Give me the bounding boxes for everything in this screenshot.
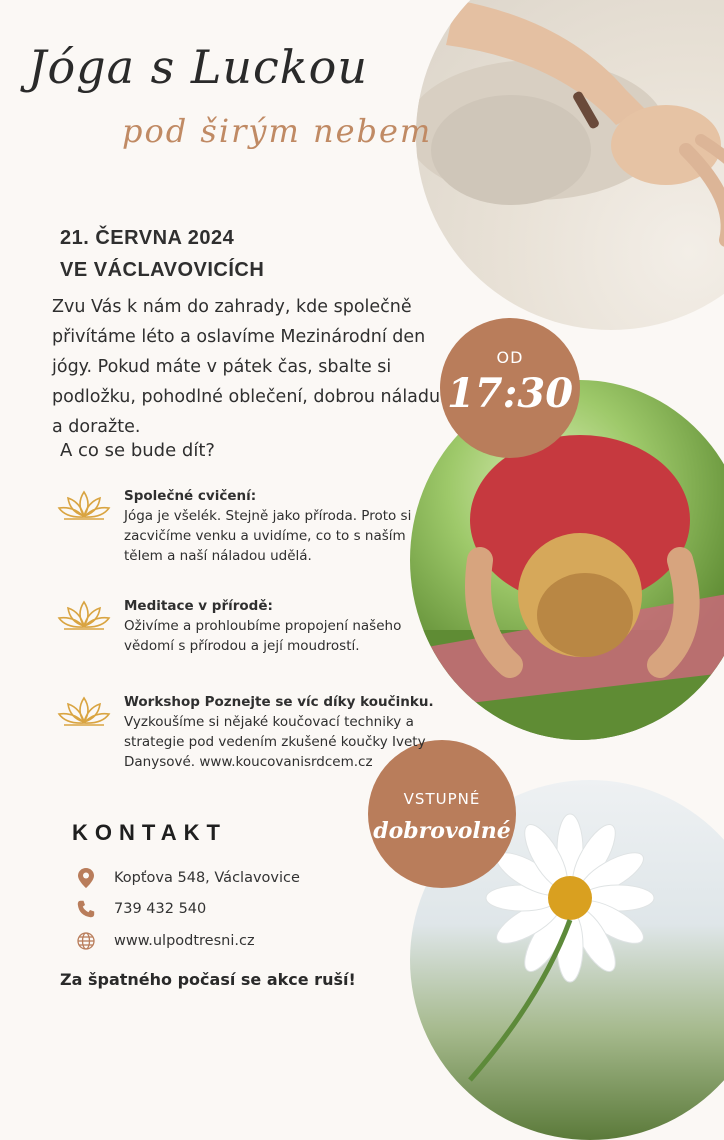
event-date-line: 21. ČERVNA 2024 bbox=[60, 227, 235, 249]
program-item-heading: Meditace v přírodě: bbox=[124, 598, 273, 614]
event-intro: Zvu Vás k nám do zahrady, kde společně přivítáme léto a oslavíme Mezinárodní den jógy. Pokud máte v pátek čas, sbalte si podložku, pohodlné oblečení, dobrou náladu a doražte. bbox=[52, 297, 441, 437]
program-item-text: Oživíme a prohloubíme propojení našeho vědomí s přírodou a její moudrostí. bbox=[124, 618, 402, 654]
program-item-heading: Workshop Poznejte se víc díky koučinku. bbox=[124, 694, 434, 710]
weather-notice: Za špatného počasí se akce ruší! bbox=[60, 970, 356, 989]
fee-label: VSTUPNÉ bbox=[403, 790, 481, 808]
page-title: Jóga s Luckou bbox=[28, 40, 368, 94]
contact-web[interactable]: www.ulpodtresni.cz bbox=[114, 933, 255, 949]
contact-address: Kopťova 548, Václavovice bbox=[114, 870, 300, 886]
event-place-line: VE VÁCLAVOVICÍCH bbox=[60, 259, 265, 281]
program-item-heading: Společné cvičení: bbox=[124, 488, 257, 504]
contact-web-row bbox=[76, 929, 255, 953]
program-item-text: Jóga je všelék. Stejně jako příroda. Proto si zacvičíme venku a uvidíme, co to s naším tělem a naší náladou udělá. bbox=[124, 508, 412, 564]
contact-phone-row bbox=[76, 897, 206, 921]
start-time: 17:30 bbox=[446, 370, 574, 417]
time-prefix: OD bbox=[496, 348, 524, 367]
program-question: A co se bude dít? bbox=[60, 440, 215, 461]
map-pin-icon bbox=[76, 868, 96, 888]
lotus-icon bbox=[56, 596, 112, 632]
contact-address-row bbox=[76, 866, 300, 890]
phone-icon bbox=[76, 899, 96, 919]
event-date bbox=[60, 222, 264, 286]
page-subtitle: pod širým nebem bbox=[122, 112, 433, 150]
lotus-icon bbox=[56, 486, 112, 522]
photo-meditation-hand bbox=[416, 0, 724, 330]
fee-value: dobrovolné bbox=[373, 818, 511, 844]
globe-icon bbox=[76, 931, 96, 951]
start-time-badge bbox=[440, 318, 580, 458]
lotus-icon bbox=[56, 692, 112, 728]
contact-phone: 739 432 540 bbox=[114, 901, 207, 917]
contact-heading: KONTAKT bbox=[72, 820, 227, 845]
program-item-text: Vyzkoušíme si nějaké koučovací techniky a strategie pod vedením zkušené koučky Ivety Danysové. www.koucovanisrdcem.cz bbox=[124, 714, 426, 770]
